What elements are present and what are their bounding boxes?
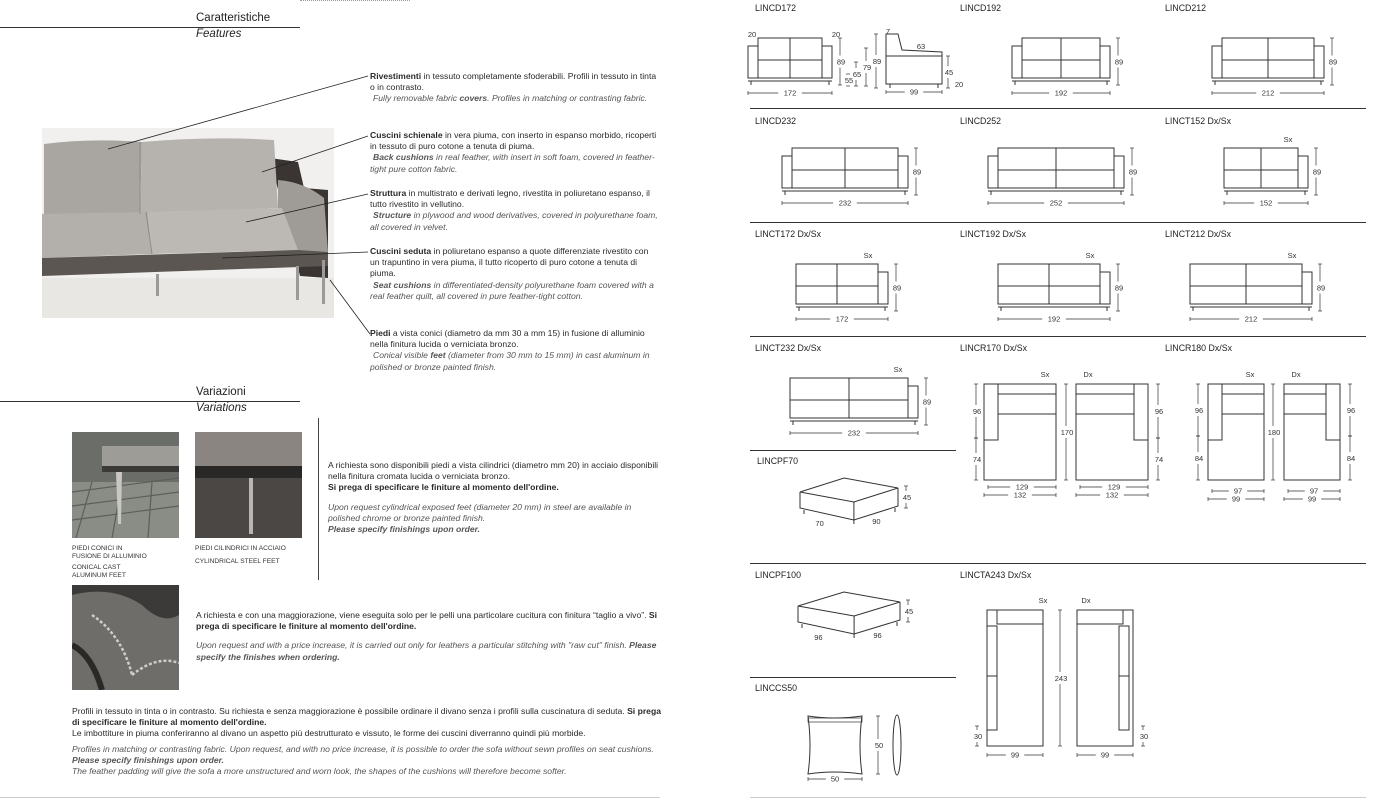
side-leg-dim: 20	[954, 80, 964, 89]
raw-cut-text: A richiesta e con una maggiorazione, viene eseguita solo per le pelli una particolare cucitura con finitura “taglio a vivo”. Si prega di specificare le finiture al momento dell'ordine. Upon request and with a price increase, it is carried out only for leathers a particular stitching with "raw cut" finish. Please specify the finishes when ordering.	[196, 610, 657, 662]
corner-lincr170-sx-cushion	[998, 394, 1056, 414]
lincr170-depth: 170	[1060, 428, 1074, 437]
sofa-linct232-side-label: Sx	[893, 365, 903, 374]
lincr180-dx-inner: 97	[1309, 486, 1319, 496]
model-code-linct192: LINCT192 Dx/Sx	[960, 229, 1026, 239]
sofa-lincd192-width: 192	[1054, 88, 1068, 98]
feature-back-cushions: Cuscini schienale in vera piuma, con inserto in espanso morbido, ricoperti in tessuto di puro cotone a tenuta di piuma. Back cushions in real feather, with insert in soft foam, covered in feather-tight pure cotton fabric.	[370, 130, 657, 174]
dim-back-h: 79	[862, 63, 872, 72]
sofa-linct192-side-label: Sx	[1085, 251, 1095, 260]
variations-title: Variazioni	[196, 386, 246, 398]
caption-conical-it: PIEDI CONICI IN FUSIONE DI ALLUMINIO	[72, 545, 147, 560]
sofa-linct212-width: 212	[1244, 314, 1258, 324]
cushion-height: 50	[874, 741, 884, 750]
feature-feet: Piedi a vista conici (diametro da mm 30 a mm 15) in fusione di alluminio nella finitura lucida o verniciata bronzo. Conical visible feet (diameter from 30 mm to 15 mm) in cast aluminum in polished or bronze painted finish.	[370, 328, 650, 372]
corner-lincr170-dx-cushion	[1076, 394, 1134, 414]
features-title: Caratteristiche	[196, 12, 271, 24]
caption-cylindrical-en: CYLINDRICAL STEEL FEET	[195, 558, 280, 565]
cushion-width: 50	[830, 774, 840, 784]
sofa-lincd212-width: 212	[1261, 88, 1275, 98]
sofa-lincd192-height: 89	[1114, 57, 1124, 67]
pouf-lincpf100-dim-w: 96	[814, 633, 823, 642]
cushion-side	[893, 715, 901, 775]
side-seat-dim: 45	[944, 68, 954, 77]
chaise-lincta243-dx-outline	[1077, 610, 1133, 746]
model-code-linct212: LINCT212 Dx/Sx	[1165, 229, 1231, 239]
chaise-width-dx: 99	[1100, 750, 1110, 760]
feet-options-text: A richiesta sono disponibili piedi a vista cilindrici (diametro mm 20) in acciaio disponibili nella finitura cromata lucida o verniciata bronzo. Si prega di specificare le finiture al momento dell'ordine. Upon request cylindrical exposed feet (diameter 20 mm) in steel are available in polished chrome or bronze painted finish. Please specify finishings upon order.	[328, 460, 659, 535]
corner-lincr180-sx-cushion	[1222, 394, 1264, 414]
model-code-lincd212: LINCD212	[1165, 3, 1207, 13]
variations-subtitle: Variations	[196, 402, 247, 414]
lincr170-dx-back: 96	[1154, 407, 1164, 416]
sofa-linct192-width: 192	[1047, 314, 1061, 324]
lincr180-depth: 180	[1267, 428, 1281, 437]
chaise-arm-dx: 30	[1139, 732, 1149, 741]
model-code-lincd172: LINCD172	[755, 3, 797, 13]
sofa-linct232-height: 89	[922, 397, 932, 407]
side-top-dim: 63	[916, 42, 926, 51]
sofa-lincd192-arm-right	[1100, 46, 1110, 78]
sofa-lincd172-arm-right	[822, 46, 832, 78]
chaise-dx-label: Dx	[1081, 596, 1091, 605]
pouf-lincpf70-dim-d: 90	[872, 517, 881, 526]
sofa-lincd172-width: 172	[783, 88, 797, 98]
corner-lincr180-dx-cushion	[1284, 394, 1326, 414]
model-code-lincd192: LINCD192	[960, 3, 1002, 13]
chaise-length: 243	[1054, 674, 1068, 683]
lincr170-front: 74	[972, 455, 982, 464]
lincr180-back: 96	[1194, 406, 1204, 415]
chaise-sx-label: Sx	[1038, 596, 1048, 605]
sofa-lincd232-height: 89	[912, 167, 922, 177]
model-code-lincta243: LINCTA243 Dx/Sx	[960, 570, 1032, 580]
corner-lincr180-dx-back	[1326, 384, 1340, 440]
lincr180-dx-back: 96	[1346, 406, 1356, 415]
model-code-linct172: LINCT172 Dx/Sx	[755, 229, 821, 239]
sofa-linct152-height: 89	[1312, 167, 1322, 177]
pouf-lincpf100-dim-h: 45	[904, 607, 914, 616]
sofa-lincd252-height: 89	[1128, 167, 1138, 177]
lincr170-sx-label: Sx	[1040, 370, 1050, 379]
model-code-lincr170: LINCR170 Dx/Sx	[960, 343, 1027, 353]
lincr180-outer: 99	[1231, 494, 1241, 504]
lincr170-dx-label: Dx	[1083, 370, 1093, 379]
sofa-lincd232-width: 232	[838, 198, 852, 208]
model-code-linccs50: LINCCS50	[755, 683, 798, 693]
cushion-seam	[808, 718, 862, 722]
sofa-lincd172-height: 89	[836, 57, 846, 67]
lincr180-front: 84	[1194, 454, 1204, 463]
model-code-lincd252: LINCD252	[960, 116, 1002, 126]
lincr170-inner: 129	[1015, 482, 1029, 492]
model-code-linct232: LINCT232 Dx/Sx	[755, 343, 821, 353]
sofa-linct192-arm-right	[1100, 272, 1110, 304]
sofa-lincd232-arm-right	[898, 156, 908, 188]
corner-lincr170-sx-outline	[984, 384, 1056, 480]
cushion-front	[808, 716, 862, 774]
sofa-linct192-height: 89	[1114, 283, 1124, 293]
model-code-lincpf70: LINCPF70	[757, 456, 799, 466]
sofa-lincd252-width: 252	[1049, 198, 1063, 208]
sofa-lincd232-arm-left	[782, 156, 792, 188]
side-gap-dim: 7	[885, 27, 891, 36]
lincr180-dx-front: 84	[1346, 454, 1356, 463]
feature-seat-cushions: Cuscini seduta in poliuretano espanso a quote differenziate rivestito con un trapuntino in vera piuma, il tutto ricoperto di puro cotone a tenuta di piuma. Seat cushions in differentiated-density polyurethane foam covered with a real feather quilt, all covered in pure feather-tight cotton.	[370, 246, 654, 301]
pouf-lincpf70-dim-w: 70	[815, 519, 824, 528]
model-code-linct152: LINCT152 Dx/Sx	[1165, 116, 1231, 126]
chaise-lincta243-dx-arm	[1119, 626, 1129, 730]
pouf-lincpf70-top	[800, 478, 898, 502]
caption-cylindrical-it: PIEDI CILINDRICI IN ACCIAIO	[195, 545, 286, 552]
corner-lincr180-sx-outline	[1208, 384, 1264, 480]
sofa-lincd252-arm-left	[988, 156, 998, 188]
sofa-lincd192-arm-left	[1012, 46, 1022, 78]
model-code-lincr180: LINCR180 Dx/Sx	[1165, 343, 1232, 353]
sofa-linct172-side-label: Sx	[863, 251, 873, 260]
corner-lincr180-dx-arm	[1284, 384, 1326, 394]
sofa-linct172-width: 172	[835, 314, 849, 324]
features-subtitle: Features	[196, 28, 242, 40]
chaise-width-sx: 99	[1010, 750, 1020, 760]
sofa-lincd212-arm-left	[1212, 46, 1222, 78]
dim-arm-right: 20	[831, 30, 841, 39]
lincr180-inner: 97	[1233, 486, 1243, 496]
dim-leg-h: 55	[844, 76, 854, 85]
sofa-linct212-height: 89	[1316, 283, 1326, 293]
pouf-lincpf100-dim-d: 96	[873, 631, 882, 640]
caption-conical-en: CONICAL CAST ALUMINUM FEET	[72, 564, 126, 579]
corner-lincr180-sx-back	[1208, 384, 1222, 440]
sofa-linct152-arm-right	[1298, 156, 1308, 188]
chaise-lincta243-dx-back	[1077, 610, 1123, 624]
pouf-lincpf100-top	[798, 592, 900, 616]
lincr170-outer: 132	[1013, 490, 1027, 500]
side-depth: 99	[909, 87, 919, 97]
sofa-lincd212-arm-right	[1314, 46, 1324, 78]
side-view-back	[886, 34, 942, 56]
sofa-linct152-width: 152	[1259, 198, 1273, 208]
sofa-lincd172-arm-left	[748, 46, 758, 78]
corner-lincr170-sx-back	[984, 384, 998, 440]
lincr180-dx-label: Dx	[1291, 370, 1301, 379]
model-code-lincpf100: LINCPF100	[755, 570, 801, 580]
sofa-linct152-side-label: Sx	[1283, 135, 1293, 144]
profiles-text: Profili in tessuto in tinta o in contrasto. Su richiesta e senza maggiorazione è possibile ordinare il divano senza i profili sulla cuscinatura di seduta. Si prega di specificare le finiture al momento dell'ordine. Le imbottiture in piuma conferiranno al divano un aspetto più destrutturato e vissuto, le forme dei cuscini diverranno quindi più morbide. Profiles in matching or contrasting fabric. Upon request, and with no price increase, it is possible to order the sofa without sewn profiles on seat cushions. Please specify finishings upon order. The feather padding will give the sofa a more unstructured and worn look, the shapes of the cushions will therefore become softer.	[72, 706, 661, 777]
chaise-arm-sx: 30	[973, 732, 983, 741]
sofa-linct172-height: 89	[892, 283, 902, 293]
model-code-lincd232: LINCD232	[755, 116, 797, 126]
sofa-linct232-width: 232	[847, 428, 861, 438]
chaise-lincta243-sx-arm	[987, 626, 997, 730]
side-view-body	[886, 56, 942, 84]
lincr170-dx-inner: 129	[1107, 482, 1121, 492]
corner-lincr170-sx-arm	[998, 384, 1056, 394]
side-height: 89	[872, 57, 882, 66]
dim-seat-h: 65	[852, 70, 862, 79]
corner-lincr170-dx-arm	[1076, 384, 1134, 394]
sofa-linct212-side-label: Sx	[1287, 251, 1297, 260]
lincr170-back: 96	[972, 407, 982, 416]
pouf-lincpf70-dim-h: 45	[902, 493, 912, 502]
chaise-lincta243-sx-outline	[987, 610, 1043, 746]
sofa-linct172-arm-right	[878, 272, 888, 304]
corner-lincr180-sx-arm	[1222, 384, 1264, 394]
feature-structure: Struttura in multistrato e derivati legno, rivestita in poliuretano espanso, il tutto rivestito in vellutino. Structure in plywood and wood derivatives, covered in polyurethane foam, all covered in velvet.	[370, 188, 658, 232]
corner-lincr180-dx-outline	[1284, 384, 1340, 480]
corner-lincr170-dx-outline	[1076, 384, 1148, 480]
chaise-lincta243-sx-back	[997, 610, 1043, 624]
sofa-lincd252-arm-right	[1114, 156, 1124, 188]
lincr170-dx-outer: 132	[1105, 490, 1119, 500]
lincr180-sx-label: Sx	[1245, 370, 1255, 379]
sofa-linct232-arm-right	[908, 386, 918, 418]
feature-covers: Rivestimenti in tessuto completamente sfoderabili. Profili in tessuto in tinta o in contrasto. Fully removable fabric covers. Profiles in matching or contrasting fabric.	[370, 71, 657, 104]
sofa-lincd212-height: 89	[1328, 57, 1338, 67]
dim-arm-left: 20	[747, 30, 757, 39]
lincr170-dx-front: 74	[1154, 455, 1164, 464]
sofa-linct212-arm-right	[1302, 272, 1312, 304]
corner-lincr170-dx-back	[1134, 384, 1148, 440]
lincr180-dx-outer: 99	[1307, 494, 1317, 504]
